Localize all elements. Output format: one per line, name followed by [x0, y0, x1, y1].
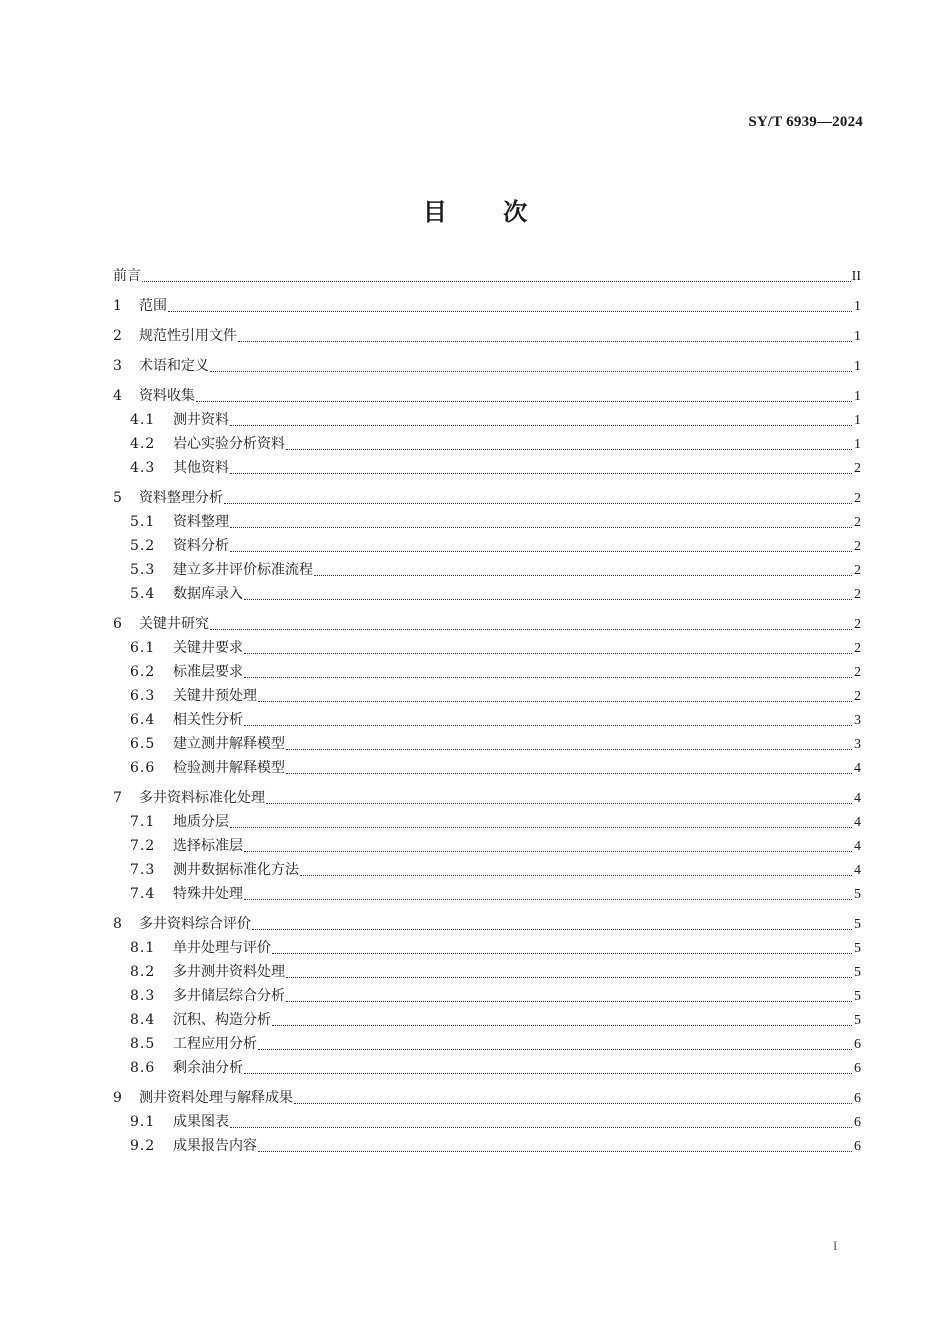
- toc-entry-number: 8: [113, 916, 122, 932]
- toc-entry-page: 1: [854, 413, 861, 428]
- toc-entry-page: 2: [854, 563, 861, 578]
- toc-entry-page: 5: [854, 887, 861, 902]
- toc-entry-label: 特殊井处理: [173, 886, 243, 902]
- page-number: I: [833, 1238, 838, 1253]
- toc-entry-label: 沉积、构造分析: [173, 1012, 271, 1028]
- toc-entry-page: 6: [854, 1091, 861, 1106]
- toc-entry-page: 5: [854, 1013, 861, 1028]
- toc-entry-number: 7.2: [130, 838, 156, 854]
- toc-entry[interactable]: [113, 1134, 861, 1158]
- toc-entry-label: 前言: [113, 268, 141, 284]
- toc-entry[interactable]: [113, 912, 861, 936]
- toc-entry-number: 6.3: [130, 688, 156, 704]
- toc-entry-number: 9.2: [130, 1138, 156, 1154]
- toc-entry-page: 6: [854, 1037, 861, 1052]
- toc-entry[interactable]: [113, 432, 861, 456]
- toc-dot-leader: [294, 1091, 852, 1104]
- toc-entry[interactable]: [113, 858, 861, 882]
- toc-entry-page: 1: [854, 329, 861, 344]
- toc-entry-number: 4.2: [130, 436, 156, 452]
- toc-dot-leader: [230, 515, 852, 528]
- toc-dot-leader: [258, 1139, 852, 1152]
- toc-entry[interactable]: [113, 756, 861, 780]
- toc-entry-page: 2: [854, 641, 861, 656]
- toc-entry-number: 5.4: [130, 586, 156, 602]
- toc-entry[interactable]: [113, 660, 861, 684]
- toc-entry[interactable]: [113, 324, 861, 348]
- toc-entry-number: 8.6: [130, 1060, 156, 1076]
- toc-entry-page: II: [851, 269, 861, 284]
- toc-entry-label: 资料整理: [173, 514, 229, 530]
- toc-dot-leader: [230, 413, 852, 426]
- toc-entry-label: 建立测井解释模型: [173, 736, 285, 752]
- toc-entry-label: 多井测井资料处理: [173, 964, 285, 980]
- toc-entry-number: 9.1: [130, 1114, 156, 1130]
- toc-entry-number: 4: [113, 388, 122, 404]
- toc-entry[interactable]: [113, 984, 861, 1008]
- toc-entry-page: 2: [854, 539, 861, 554]
- toc-entry[interactable]: [113, 882, 861, 906]
- toc-entry[interactable]: [113, 936, 861, 960]
- toc-entry[interactable]: [113, 456, 861, 480]
- toc-entry[interactable]: [113, 384, 861, 408]
- toc-entry-number: 8.1: [130, 940, 156, 956]
- toc-entry-page: 4: [854, 791, 861, 806]
- toc-entry-number: 4.1: [130, 412, 156, 428]
- toc-entry-number: 6.1: [130, 640, 156, 656]
- toc-entry-label: 资料收集: [139, 388, 195, 404]
- toc-entry-label: 建立多井评价标准流程: [173, 562, 313, 578]
- toc-dot-leader: [210, 617, 852, 630]
- toc-entry[interactable]: [113, 1032, 861, 1056]
- toc-dot-leader: [196, 389, 852, 402]
- toc-entry-page: 1: [854, 437, 861, 452]
- toc-dot-leader: [168, 299, 852, 312]
- toc-entry-number: 6.5: [130, 736, 156, 752]
- toc-entry-page: 2: [854, 461, 861, 476]
- toc-entry-number: 5: [113, 490, 122, 506]
- toc-entry-page: 5: [854, 917, 861, 932]
- toc-dot-leader: [252, 917, 852, 930]
- toc-dot-leader: [244, 587, 852, 600]
- toc-dot-leader: [266, 791, 852, 804]
- toc-dot-leader: [142, 269, 851, 282]
- toc-entry[interactable]: [113, 534, 861, 558]
- toc-entry-label: 工程应用分析: [173, 1036, 257, 1052]
- standard-code: SY/T 6939—2024: [748, 114, 863, 130]
- toc-entry-label: 成果图表: [173, 1114, 229, 1130]
- toc-entry-page: 2: [854, 665, 861, 680]
- toc-entry-number: 7.1: [130, 814, 156, 830]
- toc-entry-page: 4: [854, 761, 861, 776]
- toc-dot-leader: [286, 965, 852, 978]
- toc-entry-page: 6: [854, 1115, 861, 1130]
- toc-entry-page: 2: [854, 587, 861, 602]
- toc-entry-label: 岩心实验分析资料: [173, 436, 285, 452]
- toc-entry-number: 7.4: [130, 886, 156, 902]
- toc-entry[interactable]: [113, 264, 861, 288]
- toc-entry-number: 5.1: [130, 514, 156, 530]
- toc-dot-leader: [210, 359, 852, 372]
- title-char-2: 次: [503, 198, 528, 226]
- toc-dot-leader: [230, 1115, 852, 1128]
- toc-entry-number: 6.4: [130, 712, 156, 728]
- toc-entry-page: 6: [854, 1139, 861, 1154]
- toc-entry-page: 4: [854, 815, 861, 830]
- toc-entry[interactable]: [113, 354, 861, 378]
- toc-entry-page: 4: [854, 839, 861, 854]
- toc-entry[interactable]: [113, 960, 861, 984]
- toc-dot-leader: [244, 713, 852, 726]
- toc-entry-page: 2: [854, 689, 861, 704]
- toc-entry-number: 7.3: [130, 862, 156, 878]
- toc-entry-label: 术语和定义: [139, 358, 209, 374]
- toc-entry[interactable]: [113, 486, 861, 510]
- toc-dot-leader: [244, 665, 852, 678]
- toc-entry-number: 5.3: [130, 562, 156, 578]
- toc-dot-leader: [230, 461, 852, 474]
- toc-dot-leader: [244, 887, 852, 900]
- toc-entry-label: 单井处理与评价: [173, 940, 271, 956]
- toc-dot-leader: [244, 1061, 852, 1074]
- toc-entry[interactable]: [113, 834, 861, 858]
- toc-dot-leader: [286, 989, 852, 1002]
- toc-dot-leader: [230, 815, 852, 828]
- toc-dot-leader: [314, 563, 852, 576]
- toc-entry-label: 资料整理分析: [139, 490, 223, 506]
- toc-dot-leader: [230, 539, 852, 552]
- toc-entry-label: 多井资料标准化处理: [139, 790, 265, 806]
- toc-entry-label: 相关性分析: [173, 712, 243, 728]
- table-of-contents: [113, 264, 861, 1158]
- toc-entry-label: 多井储层综合分析: [173, 988, 285, 1004]
- toc-entry-label: 多井资料综合评价: [139, 916, 251, 932]
- toc-entry-page: 2: [854, 491, 861, 506]
- toc-entry-page: 5: [854, 941, 861, 956]
- toc-dot-leader: [286, 761, 852, 774]
- toc-entry[interactable]: [113, 1110, 861, 1134]
- toc-entry-number: 5.2: [130, 538, 156, 554]
- toc-entry-label: 测井资料: [173, 412, 229, 428]
- toc-entry[interactable]: [113, 510, 861, 534]
- toc-dot-leader: [224, 491, 852, 504]
- toc-entry[interactable]: [113, 612, 861, 636]
- toc-entry-page: 2: [854, 617, 861, 632]
- toc-entry-number: 8.3: [130, 988, 156, 1004]
- toc-entry-label: 数据库录入: [173, 586, 243, 602]
- toc-entry-page: 6: [854, 1061, 861, 1076]
- toc-entry[interactable]: [113, 294, 861, 318]
- toc-entry[interactable]: [113, 636, 861, 660]
- toc-entry-page: 1: [854, 389, 861, 404]
- toc-entry-number: 7: [113, 790, 122, 806]
- toc-entry[interactable]: [113, 732, 861, 756]
- toc-entry[interactable]: [113, 810, 861, 834]
- toc-entry-number: 8.5: [130, 1036, 156, 1052]
- toc-dot-leader: [244, 641, 852, 654]
- toc-entry-page: 4: [854, 863, 861, 878]
- toc-entry-label: 关键井预处理: [173, 688, 257, 704]
- toc-dot-leader: [258, 689, 852, 702]
- toc-entry[interactable]: [113, 1008, 861, 1032]
- toc-entry-label: 剩余油分析: [173, 1060, 243, 1076]
- toc-entry-number: 8.2: [130, 964, 156, 980]
- toc-entry-label: 范围: [139, 298, 167, 314]
- toc-entry-page: 3: [854, 713, 861, 728]
- toc-dot-leader: [286, 737, 852, 750]
- page-title: [0, 192, 950, 227]
- toc-entry[interactable]: [113, 708, 861, 732]
- toc-entry-number: 6.2: [130, 664, 156, 680]
- toc-dot-leader: [272, 1013, 852, 1026]
- toc-entry[interactable]: [113, 684, 861, 708]
- toc-dot-leader: [300, 863, 852, 876]
- toc-dot-leader: [272, 941, 852, 954]
- toc-entry-label: 关键井研究: [139, 616, 209, 632]
- toc-entry-number: 2: [113, 328, 122, 344]
- toc-entry-label: 测井资料处理与解释成果: [139, 1090, 293, 1106]
- toc-entry[interactable]: [113, 786, 861, 810]
- toc-dot-leader: [286, 437, 852, 450]
- toc-entry-label: 检验测井解释模型: [173, 760, 285, 776]
- toc-dot-leader: [244, 839, 852, 852]
- toc-entry-label: 其他资料: [173, 460, 229, 476]
- toc-entry-number: 6.6: [130, 760, 156, 776]
- toc-entry-page: 1: [854, 359, 861, 374]
- toc-entry-number: 4.3: [130, 460, 156, 476]
- toc-entry-label: 标准层要求: [173, 664, 243, 680]
- toc-entry[interactable]: [113, 582, 861, 606]
- toc-entry-label: 资料分析: [173, 538, 229, 554]
- toc-entry-number: 6: [113, 616, 122, 632]
- toc-entry-page: 1: [854, 299, 861, 314]
- toc-entry-number: 9: [113, 1090, 122, 1106]
- toc-entry-label: 测井数据标准化方法: [173, 862, 299, 878]
- toc-entry-page: 2: [854, 515, 861, 530]
- toc-entry-number: 8.4: [130, 1012, 156, 1028]
- toc-entry-label: 关键井要求: [173, 640, 243, 656]
- title-char-1: 目: [422, 198, 447, 226]
- toc-entry-page: 5: [854, 965, 861, 980]
- toc-entry-number: 3: [113, 358, 122, 374]
- toc-dot-leader: [238, 329, 852, 342]
- toc-entry[interactable]: [113, 1086, 861, 1110]
- toc-entry-page: 5: [854, 989, 861, 1004]
- toc-entry-number: 1: [113, 298, 122, 314]
- toc-entry-label: 选择标准层: [173, 838, 243, 854]
- toc-entry[interactable]: [113, 408, 861, 432]
- toc-entry-label: 规范性引用文件: [139, 328, 237, 344]
- toc-entry[interactable]: [113, 558, 861, 582]
- toc-entry-label: 地质分层: [173, 814, 229, 830]
- toc-dot-leader: [258, 1037, 852, 1050]
- toc-entry-page: 3: [854, 737, 861, 752]
- toc-entry[interactable]: [113, 1056, 861, 1080]
- toc-entry-label: 成果报告内容: [173, 1138, 257, 1154]
